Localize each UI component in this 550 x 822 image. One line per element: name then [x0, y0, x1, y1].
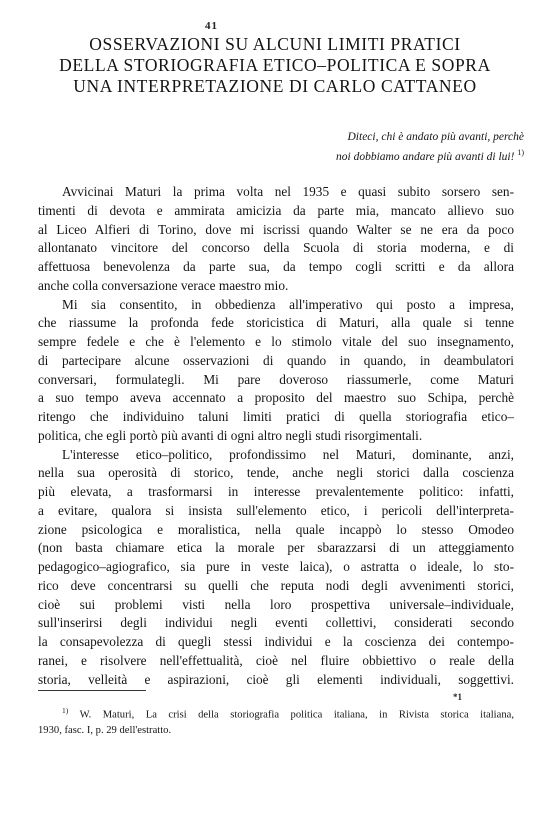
body-line: storia, velleità e aspirazioni, cioè gli elementi individuali, soggettivi. [38, 671, 514, 687]
body-line: più elevata, a trasformarsi in interesse prevalentemente politico: infatti, [38, 484, 514, 499]
body-line: la consapevolezza di quegli stessi individui e la coscienza dei contempo- [38, 634, 514, 649]
body-line: a evitare, qualora si insista sull'elemento etico, i pericoli dell'interpreta- [38, 502, 514, 518]
body-line: Avvicinai Maturi la prima volta nel 1935 e quasi subito sorsero sen- [62, 184, 514, 199]
body-line: L'interesse etico–politico, profondissimo nel Maturi, dominante, anzi, [62, 446, 514, 462]
body-line: conversari, formulategli. Mi pare doveroso riassumerle, come Maturi [38, 371, 514, 387]
body-line: nella sua operosità di storico, tende, anche negli storici dalla coscienza [38, 465, 514, 481]
body-line: Mi sia consentito, in obbedienza all'imperativo qui posto a impresa, [62, 296, 514, 312]
page-title [30, 34, 520, 97]
body-line: di partecipare alcune osservazioni di quando in quando, in deambulatori [38, 352, 514, 368]
body-line: zione psicologica e moralistica, nella quale incappò lo stesso Omodeo [38, 521, 514, 537]
body-line: anche colla conversazione verace maestro mio. [38, 277, 289, 293]
body-line: che riassume la profonda fede storicistica di Maturi, alla quale si tenne [38, 315, 514, 331]
footnote [38, 703, 514, 738]
title-line-1: OSSERVAZIONI SU ALCUNI LIMITI PRATICI [89, 34, 461, 54]
body-line: ranei, e risolvere nell'effettualità, cioè nel fluire obbiettivo o reale della [38, 652, 514, 668]
epigraph-line-2 [336, 145, 524, 165]
body-text [38, 183, 514, 689]
footnote-ref: 1) [62, 706, 69, 715]
epigraph-line-1: Diteci, chi è andato più avanti, perchè [347, 131, 524, 143]
body-line: (non basta chiamare etica la morale per sbarazzarsi di un atteggiamento [38, 540, 514, 556]
footnote-line-1 [38, 703, 514, 723]
footnote-divider [38, 690, 146, 691]
title-line-2: DELLA STORIOGRAFIA ETICO–POLITICA E SOPRA [59, 55, 491, 75]
header-mark: 41 [205, 20, 218, 32]
body-line: al Liceo Alfieri di Torino, dove mi iscrissi quando Walter se ne era da poco [38, 221, 514, 237]
signature-mark: *1 [453, 692, 462, 702]
title-line-3: UNA INTERPRETAZIONE DI CARLO CATTANEO [73, 76, 477, 96]
body-line: allontanato vincitore del concorso della Scuola di storia moderna, e di [38, 240, 514, 256]
epigraph [336, 130, 524, 165]
footnote-line-1-text: W. Maturi, La crisi della storiografia politica italiana, in Rivista storica italiana, [79, 709, 514, 721]
epigraph-line-2-text: noi dobbiamo andare più avanti di lui! [336, 150, 515, 163]
body-line: ritengo che individuino taluni limiti pratici di quella storiografia etico– [38, 409, 514, 424]
body-line: a suo tempo aveva accennato a proposito del maestro suo Schipa, perchè [38, 390, 514, 406]
body-line: affettuosa benevolenza da parte sua, da tempo cogli scritti e da allora [38, 259, 514, 274]
body-line: pedagogico–agiografico, sia pure in veste laica), o astratta o ideale, lo sto- [38, 559, 514, 574]
body-line: sull'inserirsi degli individui negli eventi collettivi, considerati secondo [38, 615, 514, 631]
footnote-line-2: 1930, fasc. I, p. 29 dell'estratto. [38, 724, 172, 736]
body-line: sempre fedele e che è l'elemento e lo stimolo vitale del suo insegnamento, [38, 334, 514, 349]
body-line: timenti di devota e ammirata amicizia da parte mia, mancato allievo suo [38, 202, 514, 218]
body-line: politica, che egli portò più avanti di ogni altro negli studi risorgimentali. [38, 427, 423, 443]
epigraph-note-ref: 1) [517, 148, 524, 157]
body-line: rico deve concentrarsi su quelli che reputa nodi degli avvenimenti storici, [38, 577, 514, 593]
body-line: cioè sui problemi visti nella loro prospettiva universale–individuale, [38, 596, 514, 612]
